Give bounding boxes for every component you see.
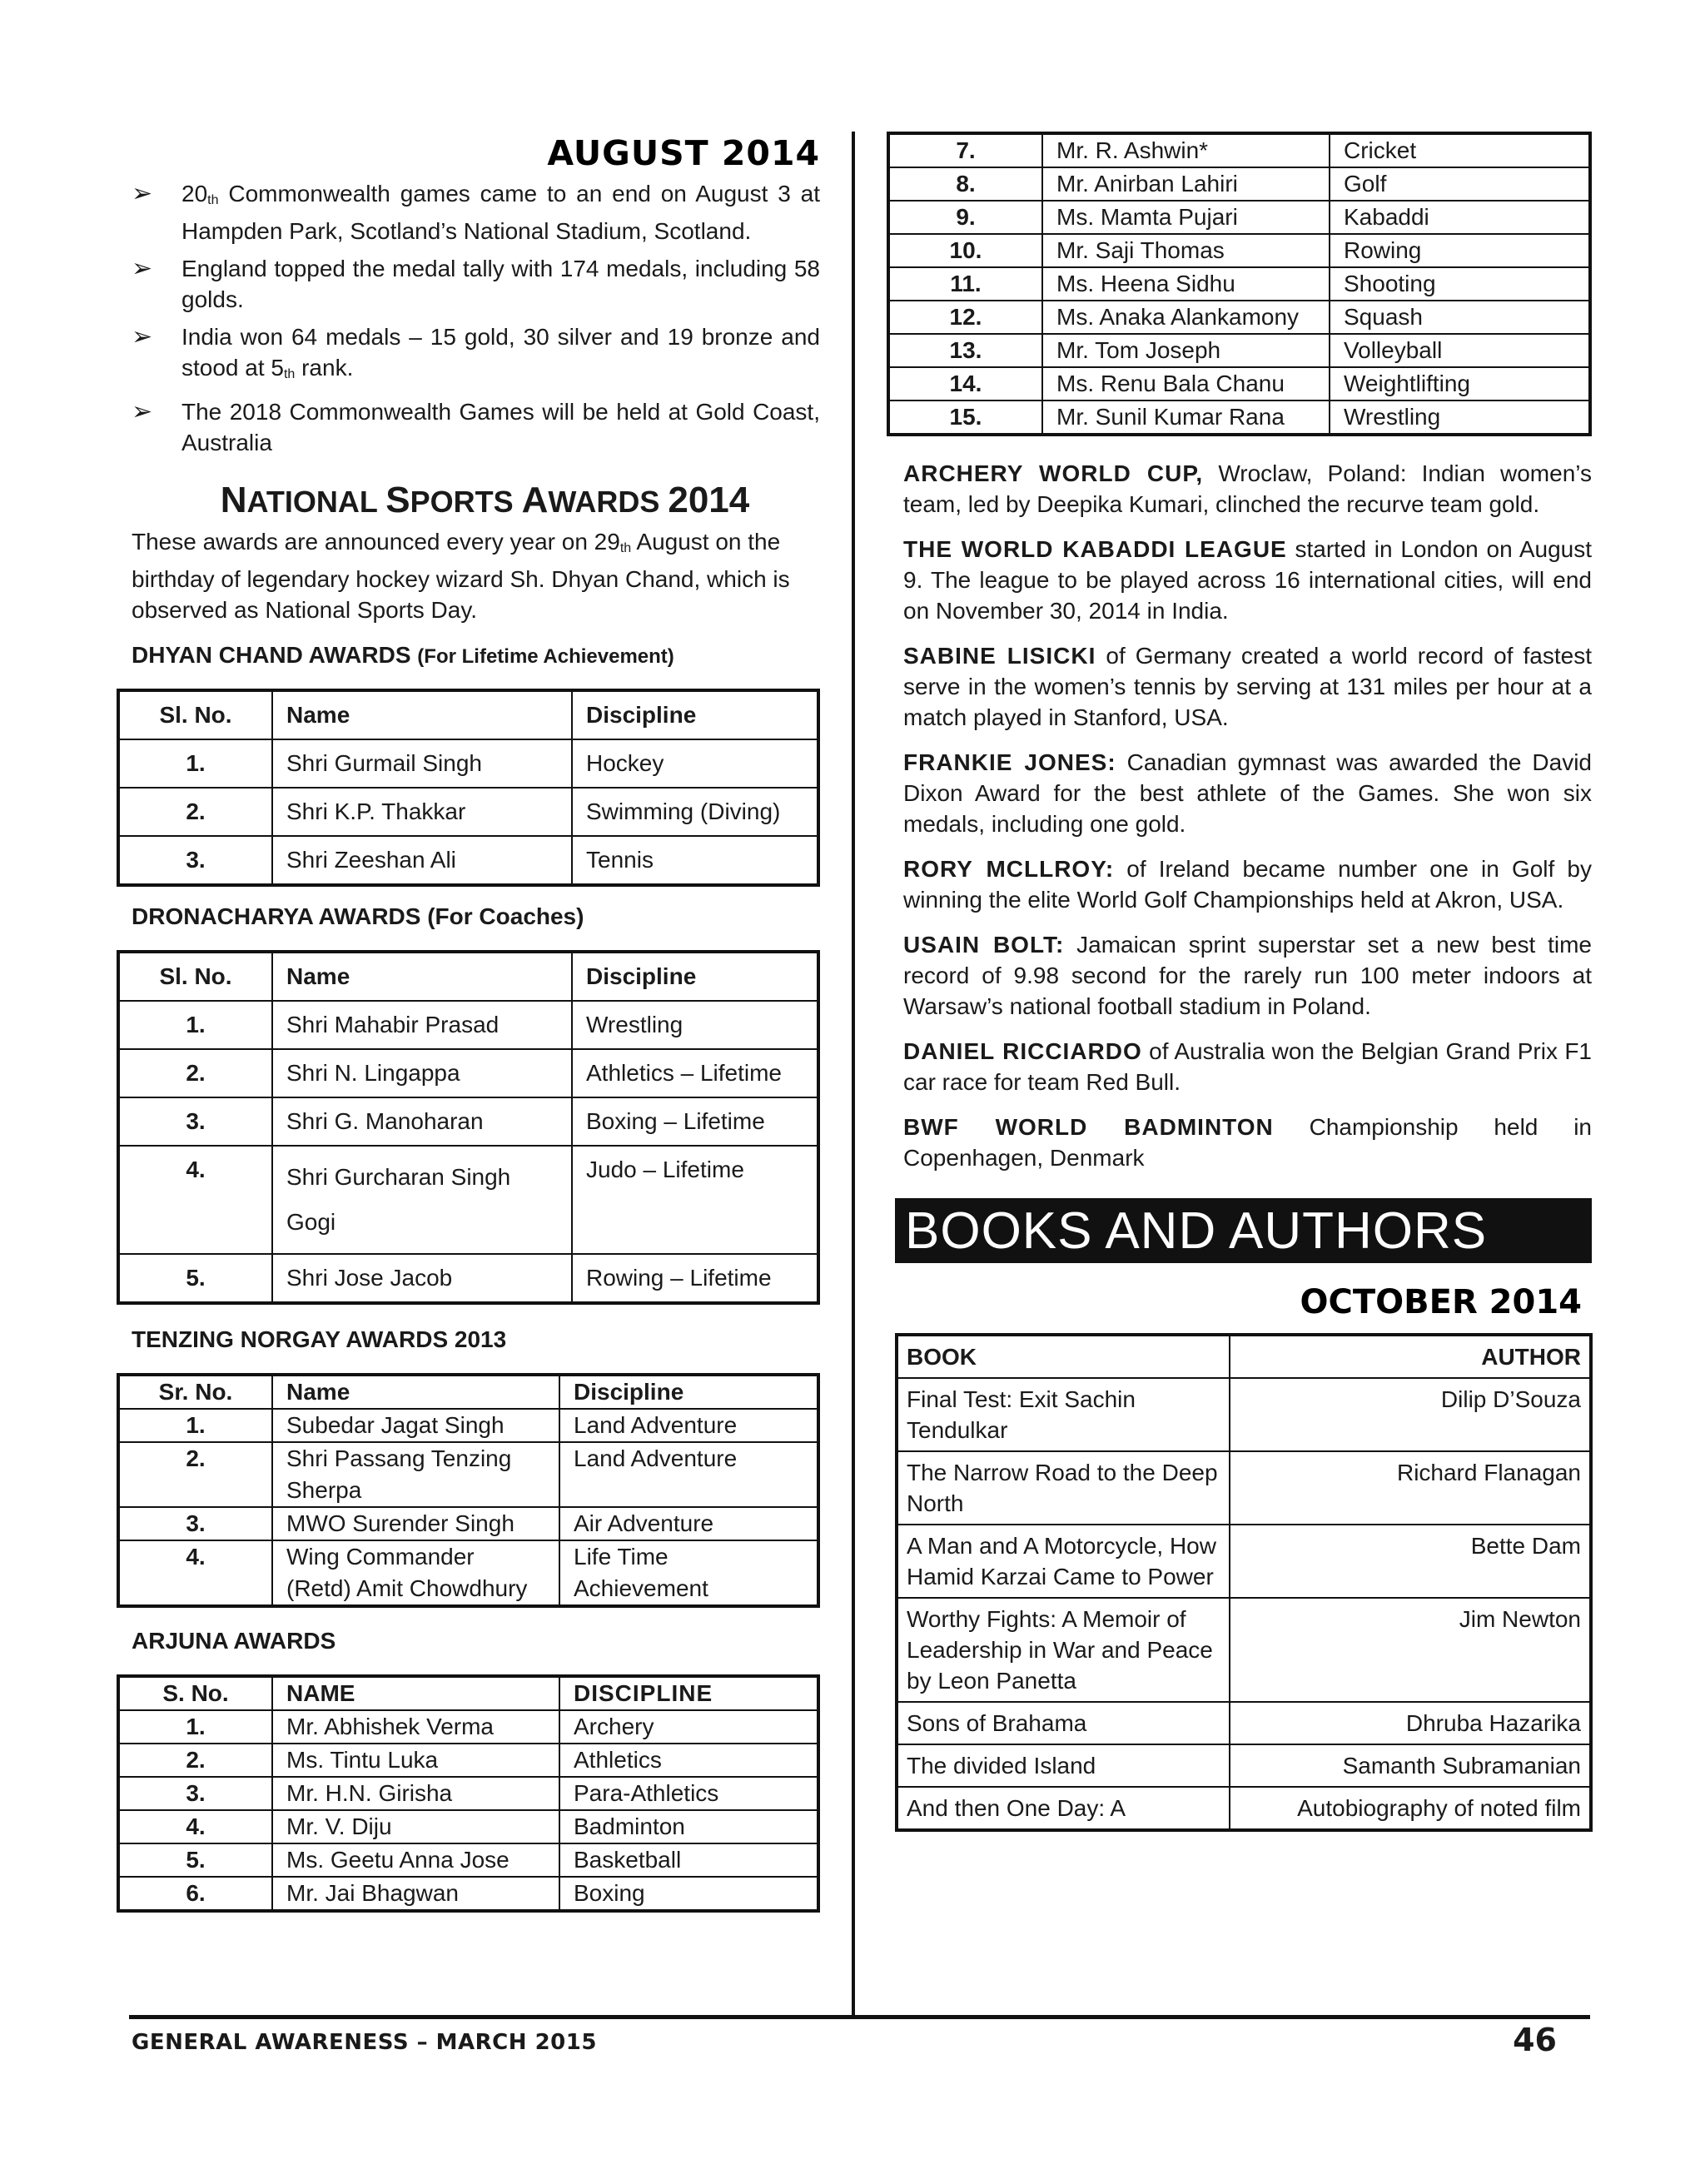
table-row: 2. Ms. Tintu Luka Athletics <box>118 1744 818 1777</box>
arrow-bullet-icon: ➢ <box>132 255 153 282</box>
table-row: 7. Mr. R. Ashwin* Cricket <box>888 133 1590 167</box>
table-row: 1. Shri Gurmail Singh Hockey <box>118 739 818 788</box>
news-item: RORY MCLLROY: of Ireland became number one in Golf by winning the elite World Golf Championships held at Akron, USA. <box>903 856 1592 913</box>
table-row: 13. Mr. Tom Joseph Volleyball <box>888 334 1590 367</box>
table-row: 2. Shri K.P. Thakkar Swimming (Diving) <box>118 788 818 836</box>
table-row: 1. Shri Mahabir Prasad Wrestling <box>118 1001 818 1049</box>
table-row: 3. Mr. H.N. Girisha Para-Athletics <box>118 1777 818 1810</box>
table-header-row: Sl. No. Name Discipline <box>118 952 818 1001</box>
news-item: DANIEL RICCIARDO of Australia won the Belgian Grand Prix F1 car race for team Red Bull. <box>903 1038 1593 1095</box>
arjuna-heading: ARJUNA AWARDS <box>132 1628 336 1654</box>
arrow-bullet-icon: ➢ <box>132 398 153 425</box>
bullet-item: ➢ The 2018 Commonwealth Games will be held at Gold Coast, Australia <box>132 398 820 455</box>
news-item: ARCHERY WORLD CUP, Wroclaw, Poland: Indian women’s team, led by Deepika Kumari, clinched the recurve team gold. <box>903 460 1592 517</box>
dhyan-chand-heading: DHYAN CHAND AWARDS (For Lifetime Achievement) <box>132 642 674 668</box>
news-section <box>887 458 1592 1173</box>
october-heading: OCTOBER 2014 <box>1300 1283 1582 1321</box>
table-header-row: BOOK AUTHOR <box>897 1335 1591 1378</box>
table-row: 4. Wing Commander (Retd) Amit Chowdhury Life Time Achievement <box>118 1540 818 1606</box>
table-row: 5. Shri Jose Jacob Rowing – Lifetime <box>118 1254 818 1303</box>
bullet-item: ➢ India won 64 medals – 15 gold, 30 silver and 19 bronze and stood at $5_{th}$ rank. <box>132 323 820 381</box>
table-row: 3. Shri Zeeshan Ali Tennis <box>118 836 818 885</box>
table-row: 5. Ms. Geetu Anna Jose Basketball <box>118 1843 818 1877</box>
books-and-authors-banner: BOOKS AND AUTHORS <box>895 1198 1592 1263</box>
news-item: USAIN BOLT: Jamaican sprint superstar set a new best time record of 9.98 second for the rarely run 100 meter indoors at Warsaw’s national football stadium in Poland. <box>903 932 1592 1019</box>
left-column <box>117 133 820 1913</box>
news-item: THE WORLD KABADDI LEAGUE started in London on August 9. The league to be played across 16 international cities, will end on November 30, 2014 in India. <box>903 536 1592 624</box>
arrow-bullet-icon: ➢ <box>132 323 153 351</box>
august-heading: AUGUST 2014 <box>547 133 820 173</box>
table-row: The Narrow Road to the Deep North Richard Flanagan <box>897 1451 1591 1525</box>
news-item: SABINE LISICKI of Germany created a world record of fastest serve in the women’s tennis by serving at 131 miles per hour at a match played in Stanford, USA. <box>903 643 1592 730</box>
arjuna-table <box>117 1674 820 1913</box>
table-header-row: Sl. No. Name Discipline <box>118 690 818 739</box>
table-row: Final Test: Exit Sachin Tendulkar Dilip D’Souza <box>897 1378 1591 1451</box>
dronacharya-heading: DRONACHARYA AWARDS (For Coaches) <box>132 903 584 929</box>
table-row: The divided Island Samanth Subramanian <box>897 1744 1591 1787</box>
table-row: 12. Ms. Anaka Alankamony Squash <box>888 301 1590 334</box>
table-row: 14. Ms. Renu Bala Chanu Weightlifting <box>888 367 1590 400</box>
table-header-row: Sr. No. Name Discipline <box>118 1375 818 1409</box>
footer-rule <box>129 2015 1590 2019</box>
table-row: 4. Mr. V. Diju Badminton <box>118 1810 818 1843</box>
table-header-row: S. No. NAME DISCIPLINE <box>118 1676 818 1710</box>
table-row: 15. Mr. Sunil Kumar Rana Wrestling <box>888 400 1590 435</box>
table-row: 1. Mr. Abhishek Verma Archery <box>118 1710 818 1744</box>
table-row: 6. Mr. Jai Bhagwan Boxing <box>118 1877 818 1911</box>
news-item: FRANKIE JONES: Canadian gymnast was awarded the David Dixon Award for the best athlete of the Games. She won six medals, including one gold. <box>903 749 1592 837</box>
table-row: 3. MWO Surender Singh Air Adventure <box>118 1507 818 1540</box>
books-table <box>895 1333 1593 1832</box>
dronacharya-table <box>117 950 820 1305</box>
august-bullets <box>117 178 820 458</box>
national-sports-awards-title: NATIONAL SPORTS AWARDS 2014 <box>220 480 750 520</box>
table-row: 8. Mr. Anirban Lahiri Golf <box>888 167 1590 201</box>
table-row: Sons of Brahama Dhruba Hazarika <box>897 1702 1591 1744</box>
table-row: Worthy Fights: A Memoir of Leadership in War and Peace by Leon Panetta Jim Newton <box>897 1598 1591 1702</box>
table-row: A Man and A Motorcycle, How Hamid Karzai Came to Power Bette Dam <box>897 1525 1591 1598</box>
nsa-intro: These awards are announced every year on $29_{th}$ August on the birthday of legendary hockey wizard Sh. Dhyan Chand, which is observed as National Sports Day. <box>132 529 790 623</box>
table-row: 4. Shri Gurcharan Singh Gogi Judo – Lifetime <box>118 1146 818 1254</box>
news-item: BWF WORLD BADMINTON Championship held in Copenhagen, Denmark <box>903 1114 1592 1171</box>
table-row: 9. Ms. Mamta Pujari Kabaddi <box>888 201 1590 234</box>
table-row: 10. Mr. Saji Thomas Rowing <box>888 234 1590 267</box>
arrow-bullet-icon: ➢ <box>132 180 153 207</box>
table-row: 11. Ms. Heena Sidhu Shooting <box>888 267 1590 301</box>
table-row: 2. Shri Passang Tenzing Sherpa Land Adventure <box>118 1442 818 1507</box>
column-divider <box>852 132 855 2015</box>
page-number: 46 <box>1513 2022 1557 2058</box>
table-row: And then One Day: A Autobiography of noted film <box>897 1787 1591 1830</box>
table-row: 3. Shri G. Manoharan Boxing – Lifetime <box>118 1097 818 1146</box>
tenzing-norgay-heading: TENZING NORGAY AWARDS 2013 <box>132 1326 507 1352</box>
footer-publication: GENERAL AWARENESS – MARCH 2015 <box>132 2030 597 2055</box>
bullet-item: ➢ England topped the medal tally with 174 medals, including 58 golds. <box>132 255 820 312</box>
arjuna-table-continued <box>887 132 1592 436</box>
table-row: 1. Subedar Jagat Singh Land Adventure <box>118 1409 818 1442</box>
table-row: 2. Shri N. Lingappa Athletics – Lifetime <box>118 1049 818 1097</box>
bullet-item: ➢ $20_{th}$ Commonwealth games came to an end on August 3 at Hampden Park, Scotland’s National Stadium, Scotland. <box>132 180 820 244</box>
dhyan-chand-table <box>117 689 820 887</box>
right-column <box>887 132 1592 1832</box>
tenzing-norgay-table <box>117 1373 820 1608</box>
